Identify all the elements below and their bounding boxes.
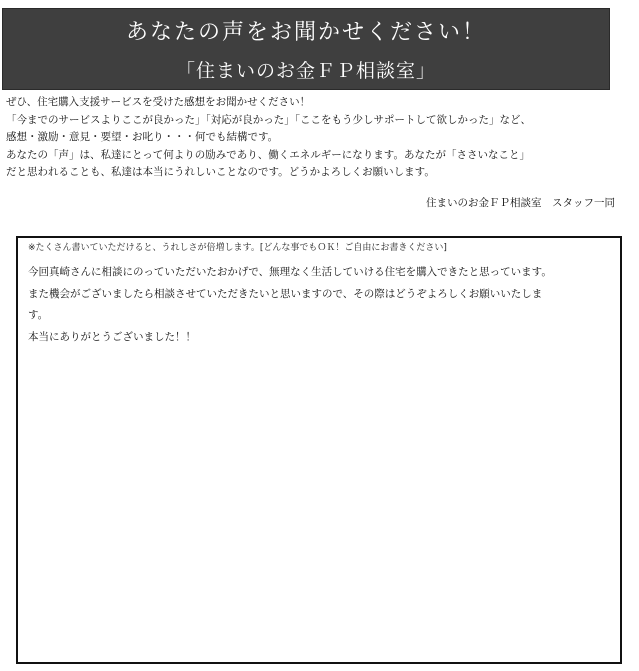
feedback-line: す。	[28, 309, 49, 321]
feedback-box	[16, 236, 622, 664]
header-banner	[2, 8, 610, 90]
intro-line: ぜひ、住宅購入支援サービスを受けた感想をお聞かせください！	[6, 96, 311, 108]
feedback-line: 本当にありがとうございました！！	[28, 330, 196, 343]
intro-line: 「今までのサービスよりここが良かった」「対応が良かった」「ここをもう少しサポートして欲しかった」など、	[6, 113, 531, 126]
intro-line: だと思われることも、私達は本当にうれしいことなのです。どうかよろしくお願いします。	[6, 166, 435, 179]
feedback-note: ※たくさん書いていただけると、うれしさが倍増します。[どんな事でもＯＫ！ご自由にお書きください]	[28, 243, 447, 253]
page-title: あなたの声をお聞かせください！	[125, 20, 486, 45]
intro-line: あなたの「声」は、私達にとって何よりの励みであり、働くエネルギーになります。あなたが「ささいなこと」	[6, 148, 530, 161]
intro-text	[6, 94, 618, 182]
feedback-body	[28, 262, 620, 348]
feedback-line: また機会がございましたら相談させていただきたいと思いますので、その際はどうぞよろしくお願いいたしま	[28, 287, 543, 300]
intro-line: 感想・激励・意見・要望・お叱り・・・何でも結構です。	[6, 131, 279, 144]
staff-signature: 住まいのお金ＦＰ相談室 スタッフ一同	[426, 197, 615, 209]
feedback-line: 今回真崎さんに相談にのっていただいたおかげで、無理なく生活していける住宅を購入できたと思っています。	[28, 266, 552, 278]
page-subtitle: 「住まいのお金ＦＰ相談室」	[175, 60, 436, 82]
